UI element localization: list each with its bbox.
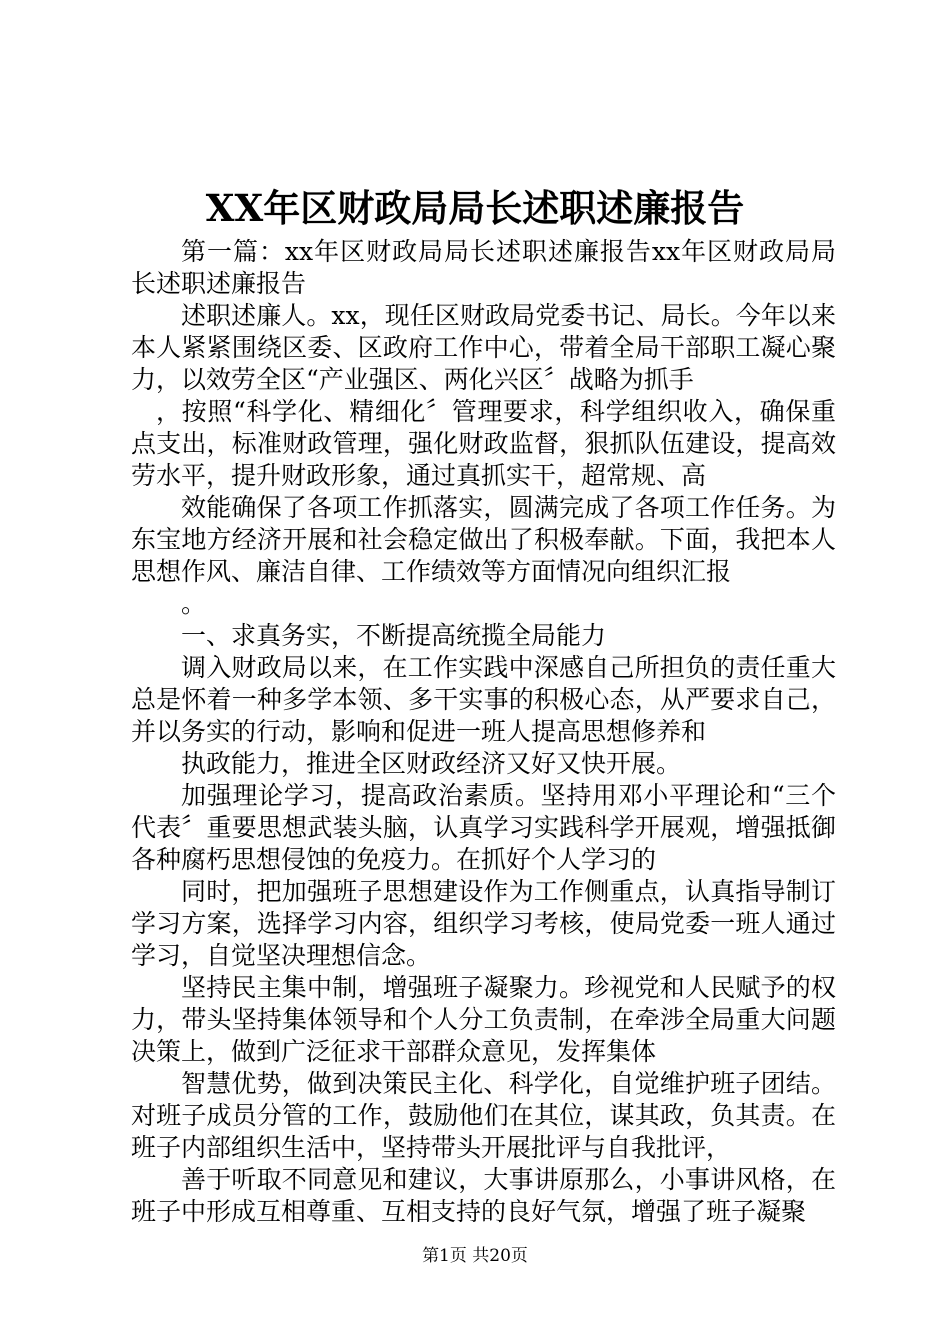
paragraph-12: 善于听取不同意见和建议，大事讲原那么，小事讲风格，在班子中形成互相尊重、互相支持的良好气氛，增强了班子凝聚: [131, 1165, 836, 1226]
document-body: [131, 236, 836, 1228]
paragraph-1: 第一篇：xx年区财政局局长述职述廉报告xx年区财政局局长述职述廉报告: [131, 237, 836, 298]
paragraph-5: 。: [181, 589, 207, 618]
paragraph-3: ，按照“科学化、精细化〞管理要求，科学组织收入，确保重点支出，标准财政管理，强化财政监督，狠抓队伍建设，提高效劳水平，提升财政形象，通过真抓实干，超常规、高: [131, 397, 836, 490]
paragraph-7: 执政能力，推进全区财政经济又好又快开展。: [181, 749, 682, 778]
paragraph-9: 同时，把加强班子思想建设作为工作侧重点，认真指导制订学习方案，选择学习内容，组织学习考核，使局党委一班人通过学习，自觉坚决理想信念。: [131, 877, 836, 970]
section-heading-1: 一、求真务实，不断提高统揽全局能力: [181, 621, 607, 650]
paragraph-2: 述职述廉人。xx，现任区财政局党委书记、局长。今年以来本人紧紧围绕区委、区政府工作中心，带着全局干部职工凝心聚力，以效劳全区“产业强区、两化兴区〞战略为抓手: [131, 301, 836, 394]
paragraph-4: 效能确保了各项工作抓落实，圆满完成了各项工作任务。为东宝地方经济开展和社会稳定做出了积极奉献。下面，我把本人思想作风、廉洁自律、工作绩效等方面情况向组织汇报: [131, 493, 836, 586]
paragraph-6: 调入财政局以来，在工作实践中深感自己所担负的责任重大总是怀着一种多学本领、多干实事的积极心态，从严要求自己，并以务实的行动，影响和促进一班人提高思想修养和: [131, 653, 836, 746]
paragraph-10: 坚持民主集中制，增强班子凝聚力。珍视党和人民赋予的权力，带头坚持集体领导和个人分工负责制，在牵涉全局重大问题决策上，做到广泛征求干部群众意见，发挥集体: [131, 973, 836, 1066]
paragraph-11: 智慧优势，做到决策民主化、科学化，自觉维护班子团结。对班子成员分管的工作，鼓励他们在其位，谋其政，负其责。在班子内部组织生活中，坚持带头开展批评与自我批评，: [131, 1069, 836, 1162]
paragraph-8: 加强理论学习，提高政治素质。坚持用邓小平理论和“三个代表〞重要思想武装头脑，认真学习实践科学开展观，增强抵御各种腐朽思想侵蚀的免疫力。在抓好个人学习的: [131, 781, 836, 874]
document-title: XX年区财政局局长述职述廉报告: [205, 186, 745, 230]
page-number-footer: 第1页 共20页: [422, 1246, 528, 1266]
